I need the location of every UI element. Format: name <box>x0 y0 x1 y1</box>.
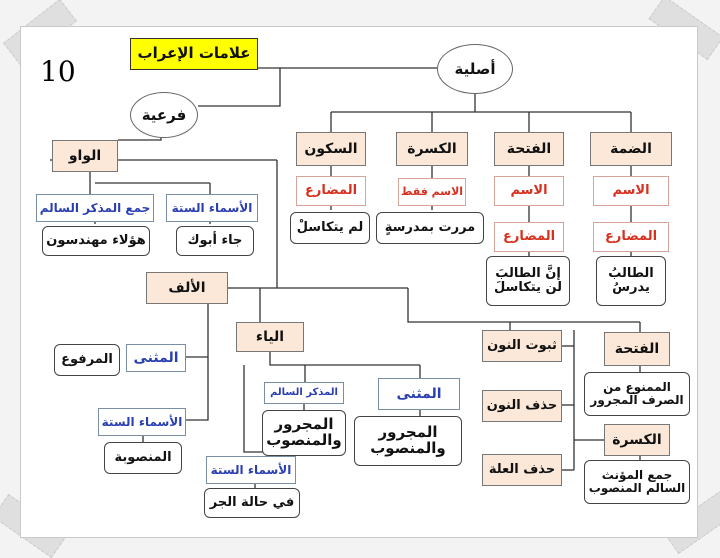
branch-fatha-example: الممنوع من الصرف المجرور <box>584 372 690 416</box>
sukun-header: السكون <box>296 132 366 166</box>
alif-six-nouns-label: الأسماء الستة <box>98 408 186 436</box>
original-root-oval: أصلية <box>437 44 513 94</box>
sukun-present-label: المضارع <box>296 176 366 206</box>
branch-fatha-header: الفتحة <box>604 332 670 366</box>
ya-header: الياء <box>236 322 304 352</box>
waw-masc-plural-example: هؤلاء مهندسون <box>42 226 150 256</box>
nun-thubut-box: ثبوت النون <box>482 330 562 362</box>
damma-header: الضمة <box>590 132 672 166</box>
ya-six-nouns-label: الأسماء الستة <box>206 456 296 484</box>
damma-example: الطالبُ يدرسُ <box>596 256 666 306</box>
branch-kasra-example: جمع المؤنث السالم المنصوب <box>584 460 690 504</box>
alif-six-nouns-example: المنصوبة <box>104 442 182 474</box>
branch-kasra-header: الكسرة <box>604 424 670 456</box>
fatha-example: إنَّ الطالبَ لن يتكاسلَ <box>486 256 570 306</box>
ya-six-nouns-example: في حالة الجر <box>204 488 300 518</box>
waw-six-nouns-label: الأسماء الستة <box>166 194 258 222</box>
title-box: علامات الإعراب <box>130 38 258 70</box>
damma-present-label: المضارع <box>593 222 669 252</box>
waw-header: الواو <box>52 140 118 172</box>
fatha-header: الفتحة <box>494 132 564 166</box>
fatha-noun-label: الاسم <box>494 176 564 206</box>
kasra-header: الكسرة <box>396 132 468 166</box>
kasra-example: مررت بمدرسةٍ <box>376 212 484 244</box>
sukun-example: لم يتكاسلْ <box>290 212 370 244</box>
ya-masc-plural-label: المذكر السالم <box>264 382 344 404</box>
nun-hadhf-box: حذف النون <box>482 390 562 422</box>
alif-dual-example: المرفوع <box>54 344 120 376</box>
ya-dual-label: المثنى <box>378 378 460 410</box>
waw-six-nouns-example: جاء أبوك <box>176 226 254 256</box>
ya-dual-example: المجرور والمنصوب <box>354 416 462 466</box>
waw-masc-plural-label: جمع المذكر السالم <box>36 194 154 222</box>
alif-header: الألف <box>146 272 228 304</box>
kasra-noun-only-label: الاسم فقط <box>398 178 466 206</box>
fatha-present-label: المضارع <box>494 222 564 252</box>
damma-noun-label: الاسم <box>593 176 669 206</box>
branch-root-oval: فرعية <box>130 92 198 138</box>
ya-masc-plural-example: المجرور والمنصوب <box>262 410 346 456</box>
illa-hadhf-box: حذف العلة <box>482 454 562 486</box>
page-number: 10 <box>40 55 76 88</box>
alif-dual-label: المثنى <box>126 344 186 372</box>
